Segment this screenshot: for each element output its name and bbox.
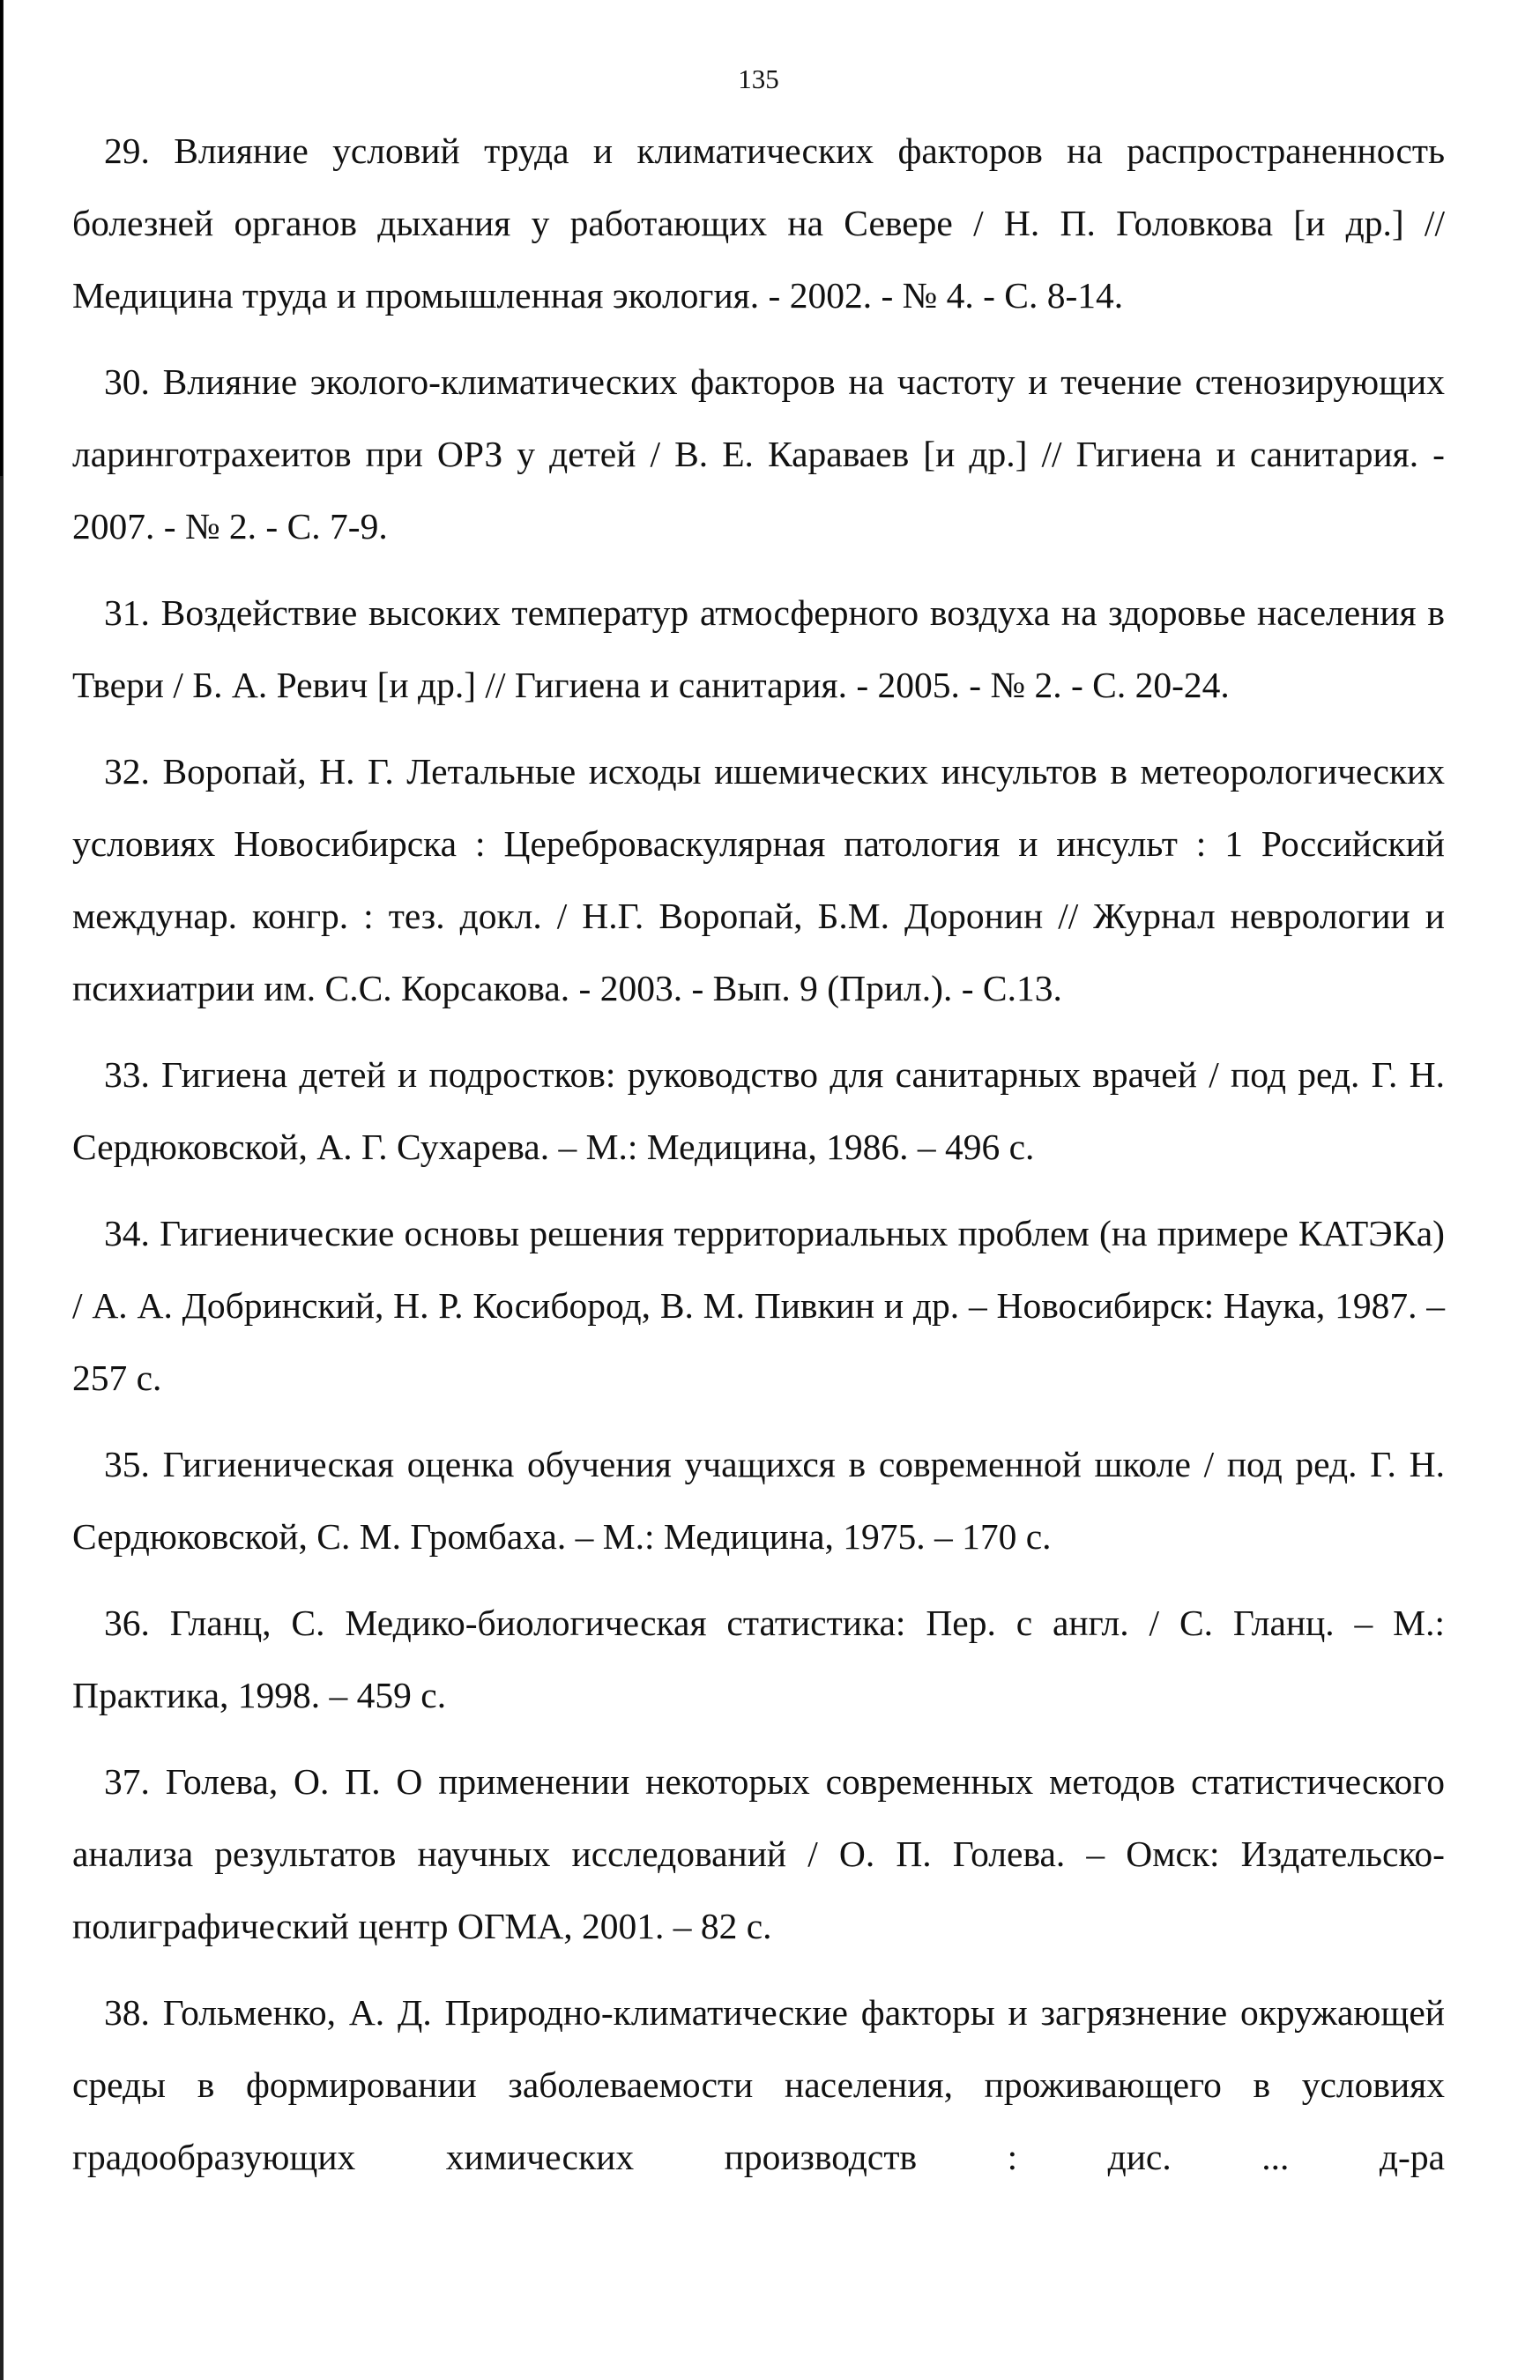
reference-number: 30. [104, 361, 150, 402]
reference-number: 33. [104, 1054, 150, 1095]
reference-number: 36. [104, 1603, 150, 1643]
reference-item [72, 115, 1445, 331]
reference-text: Влияние условий труда и климатических факторов на распространенность болезней органов дыхания у работающих на Севере / Н. П. Головкова [и др.] // Медицина труда и промышленная экология. - 2002. - № 4. - С. 8-14. [72, 130, 1445, 316]
reference-item [72, 735, 1445, 1024]
reference-text: Голева, О. П. О применении некоторых современных методов статистического анализа результатов научных исследований / О. П. Голева. – Омск: Издательско-полиграфический центр ОГМА, 2001. – 82 с. [72, 1761, 1445, 1946]
reference-item [72, 1976, 1445, 2193]
reference-text: Гигиена детей и подростков: руководство для санитарных врачей / под ред. Г. Н. Сердюковской, А. Г. Сухарева. – М.: Медицина, 1986. – 496 с. [72, 1054, 1445, 1167]
reference-item [72, 576, 1445, 721]
reference-text: Воропай, Н. Г. Летальные исходы ишемических инсультов в метеорологических условиях Новосибирска : Цереброваскулярная патология и инсульт : 1 Российский междунар. конгр. : тез. докл. / Н.Г. Воропай, Б.М. Доронин // Журнал неврологии и психиатрии им. С.С. Корсакова. - 2003. - Вып. 9 (Прил.). - С.13. [72, 751, 1445, 1008]
reference-item [72, 1745, 1445, 1962]
reference-number: 37. [104, 1761, 150, 1802]
reference-number: 31. [104, 592, 150, 633]
reference-list [72, 115, 1445, 2193]
reference-number: 32. [104, 751, 150, 792]
reference-item [72, 1587, 1445, 1731]
reference-item [72, 1038, 1445, 1183]
reference-item [72, 1197, 1445, 1414]
reference-item [72, 346, 1445, 562]
reference-number: 38. [104, 1992, 150, 2033]
reference-text: Гигиенические основы решения территориальных проблем (на примере КАТЭКа) / А. А. Добринский, Н. Р. Косибород, В. М. Пивкин и др. – Новосибирск: Наука, 1987. – 257 с. [72, 1213, 1445, 1398]
reference-text: Гольменко, А. Д. Природно-климатические факторы и загрязнение окружающей среды в формировании заболеваемости населения, проживающего в условиях градообразующих химических производств : дис. ... д-ра [72, 1992, 1445, 2177]
page-number: 135 [738, 63, 779, 94]
document-page [72, 53, 1445, 2207]
reference-number: 29. [104, 130, 150, 171]
reference-text: Гланц, С. Медико-биологическая статистика: Пер. с англ. / С. Гланц. – М.: Практика, 1998. – 459 с. [72, 1603, 1445, 1715]
reference-number: 34. [104, 1213, 150, 1253]
reference-number: 35. [104, 1444, 150, 1484]
scan-mark [0, 0, 3, 476]
reference-text: Гигиеническая оценка обучения учащихся в современной школе / под ред. Г. Н. Сердюковской, С. М. Громбаха. – М.: Медицина, 1975. – 170 с. [72, 1444, 1445, 1557]
reference-item [72, 1428, 1445, 1573]
reference-text: Воздействие высоких температур атмосферного воздуха на здоровье населения в Твери / Б. А. Ревич [и др.] // Гигиена и санитария. - 2005. - № 2. - С. 20-24. [72, 592, 1445, 705]
reference-text: Влияние эколого-климатических факторов на частоту и течение стенозирующих ларинготрахеитов при ОРЗ у детей / В. Е. Караваев [и др.] // Гигиена и санитария. - 2007. - № 2. - С. 7-9. [72, 361, 1445, 547]
